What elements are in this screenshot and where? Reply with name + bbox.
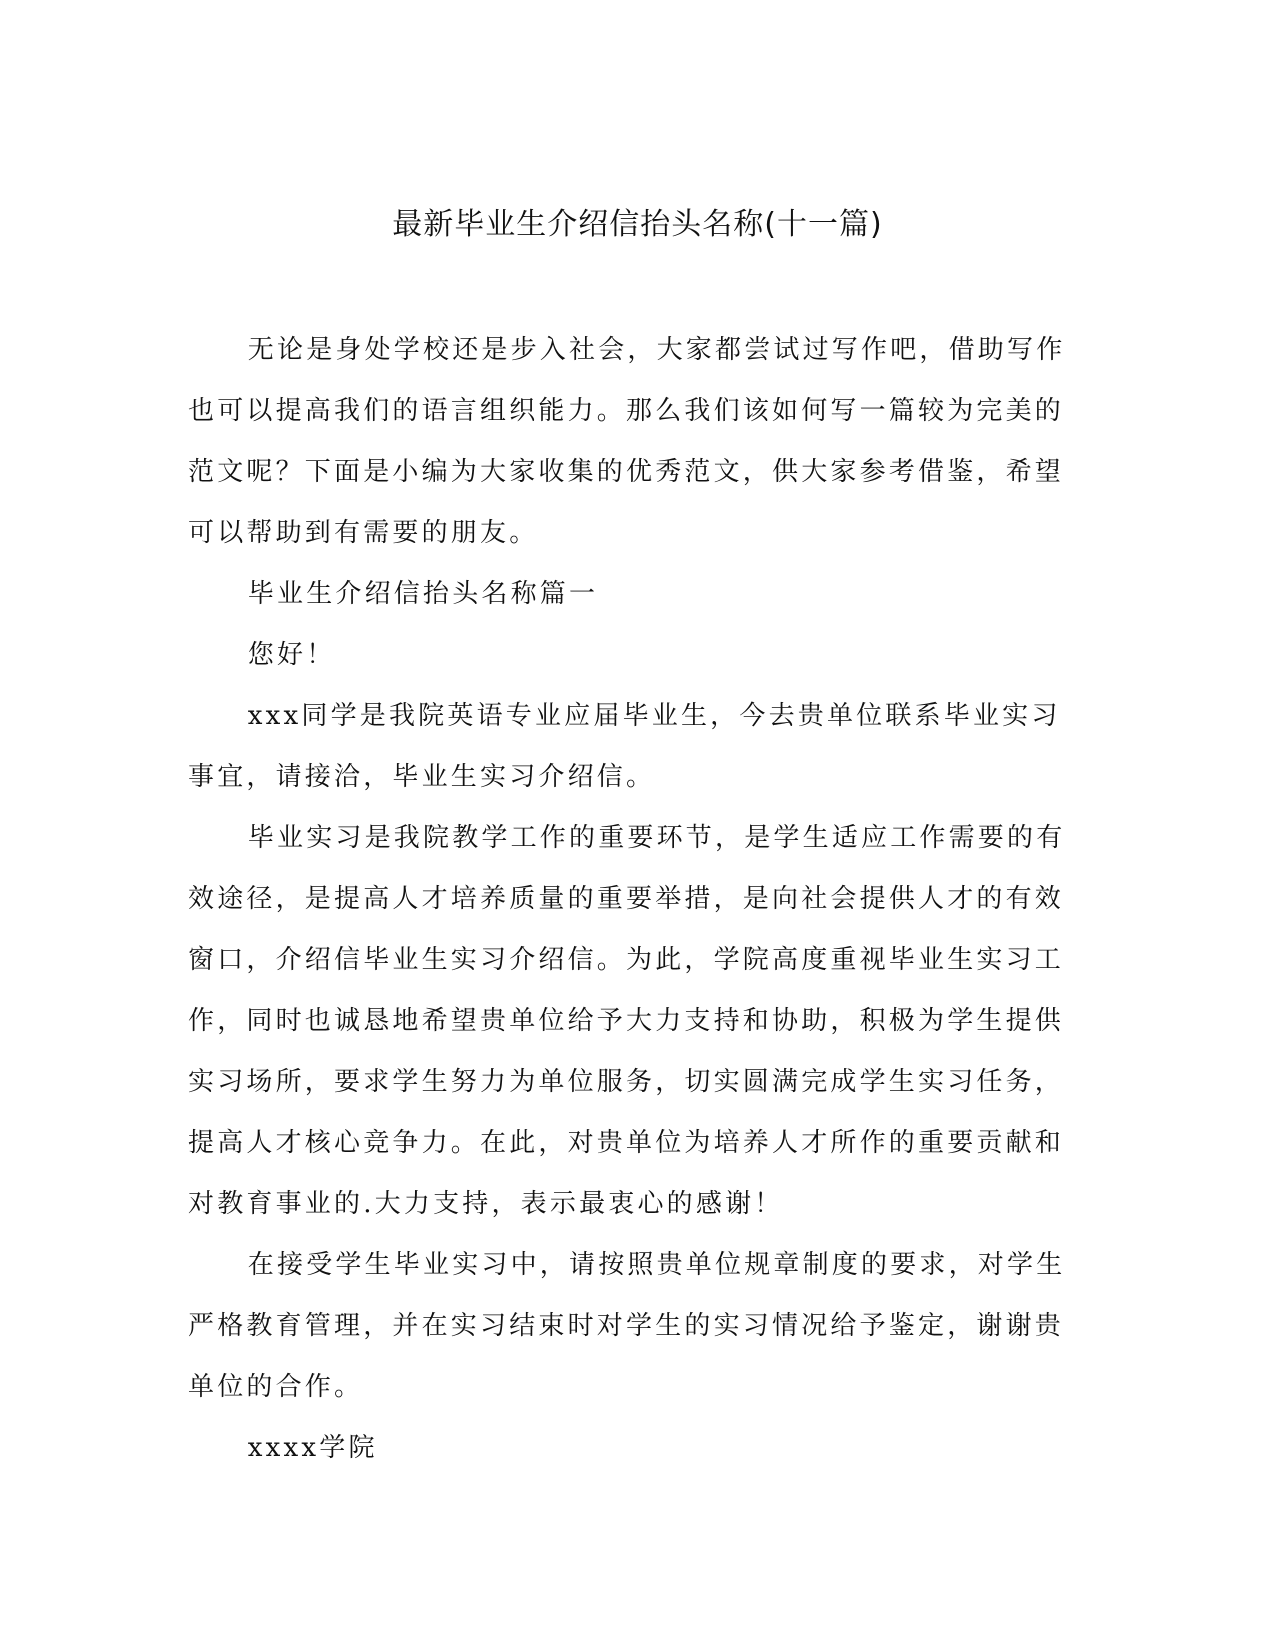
greeting: 您好！ xyxy=(247,640,336,670)
section-heading: 毕业生介绍信抬头名称篇一 xyxy=(247,579,599,609)
signature: xxxx学院 xyxy=(247,1433,378,1463)
document-title: 最新毕业生介绍信抬头名称(十一篇) xyxy=(392,207,883,242)
body-paragraph: 毕业实习是我院教学工作的重要环节，是学生适应工作需要的有效途径，是提高人才培养质量的重要举措，是向社会提供人才的有效窗口，介绍信毕业生实习介绍信。为此，学院高度重视毕业生实习工作，同时也诚恳地希望贵单位给予大力支持和协助，积极为学生提供实习场所，要求学生努力为单位服务，切实圆满完成学生实习任务，提高人才核心竞争力。在此，对贵单位为培养人才所作的重要贡献和对教育事业的.大力支持，表示最衷心的感谢！ xyxy=(188,823,1066,1219)
document-body xyxy=(188,320,1068,1479)
intro-paragraph: 无论是身处学校还是步入社会，大家都尝试过写作吧，借助写作也可以提高我们的语言组织能力。那么我们该如何写一篇较为完美的范文呢？下面是小编为大家收集的优秀范文，供大家参考借鉴，希望可以帮助到有需要的朋友。 xyxy=(188,335,1066,548)
body-paragraph: 在接受学生毕业实习中，请按照贵单位规章制度的要求，对学生严格教育管理，并在实习结束时对学生的实习情况给予鉴定，谢谢贵单位的合作。 xyxy=(188,1250,1066,1402)
body-paragraph: xxx同学是我院英语专业应届毕业生，今去贵单位联系毕业实习事宜，请接洽，毕业生实习介绍信。 xyxy=(188,701,1061,792)
